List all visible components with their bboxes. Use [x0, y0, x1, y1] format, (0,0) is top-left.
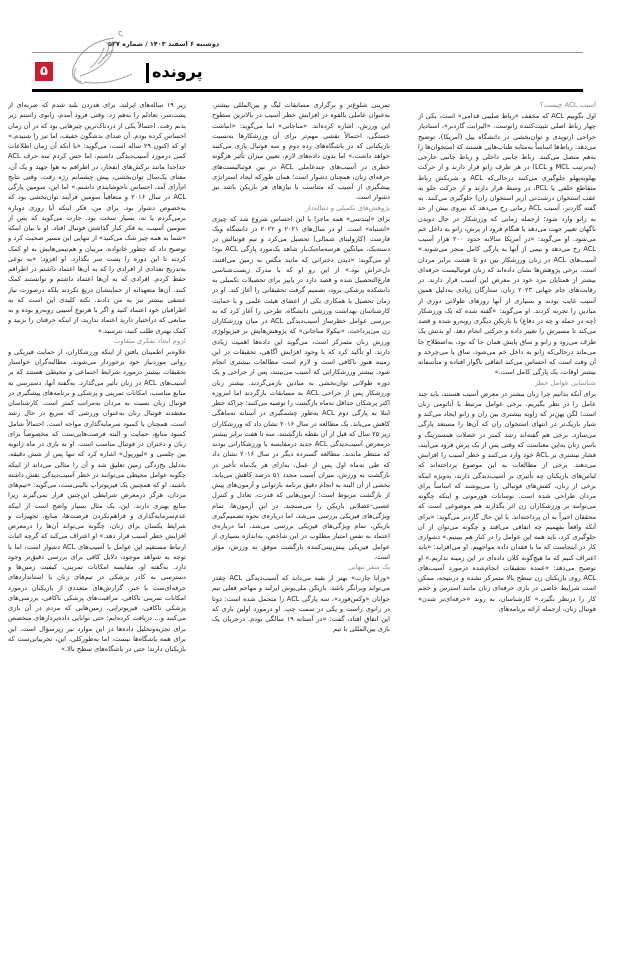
section-title: پرونده	[152, 62, 203, 81]
article-column-1	[418, 100, 596, 950]
calligraphy-logo-icon	[62, 28, 142, 90]
article-column-2	[212, 100, 390, 950]
section-divider-bar	[146, 63, 149, 83]
newspaper-logo	[62, 28, 142, 90]
column-heading: آسیب ACL چیست؟	[539, 101, 596, 109]
page-number-badge: ۵	[35, 62, 53, 81]
paragraph: اول بگوییم ACL که مخفف «رباط صلیبی قدامی» است، یکی از چهار رباط اصلی تثبیت‌کننده زانوست. «الیزابت گاردنر»، استادیار جراحی ارتوپدی و توان‌بخشی در دانشگاه ییل (آمریکا)، توضیح می‌دهد: رباط‌ها اساساً به‌مثابه طناب‌هایی هستند که استخوان‌ها را به‌هم متصل می‌کنند. رباط جانبی داخلی و رباط جانبی خارجی (به‌ترتیب MCL و LCL) در هر طرف زانو قرار دارند و از حرکت پهلوبه‌پهلو جلوگیری می‌کنند درحالی‌که ACL و شریکش رباط متقاطع خلفی یا PCL، در وسط قرار دارند و از حرکت جلو به عقب استخوان درشت‌نی (زیر استخوان ران) جلوگیری می‌کنند. به گفته گاردنر، آسیب ACL زمانی رخ می‌دهد که نیروی بیش از حد به زانو وارد شود؛ ازجمله زمانی که ورزشکار در حال دویدن ناگهان تغییر جهت می‌دهد یا هنگام فرود از پرش، زانو به داخل خم می‌شود. او می‌گوید: «در آمریکا سالانه حدود ۲۰۰ هزار آسیب ACL رخ می‌دهد و نیمی از آنها به پارگی کامل منجر می‌شوند.» آسیب‌های ACL در زنان ورزشکار بین دو تا هشت برابر مردان است. برخی پژوهش‌ها نشان داده‌اند که زنان فوتبالیست حرفه‌ای بیشتر از همتایان مرد خود در معرض این آسیب قرار دارند. در رقابت‌های جام جهانی ۲۰۲۳ زنان، ستارگان زیادی به‌دلیل همین آسیب غایب بودند و بسیاری از آنها روزهای طولانی دوری از میادین را تجربه کردند. او می‌گوید: «گفته شده که یک ورزشکار (چه در حمله و چه در دفاع) با بازیکن دیگری روبه‌رو شده و قصد می‌کند تا مسیرش را تغییر داده و حرکتی انجام دهد. او بدنش یک طرف می‌رود و زانو و ساق پایش همان جا که بود، به‌اصطلاح جا می‌ماند درحالی‌که زانو به داخل خم می‌شود، ساق پا می‌چرخد و آن وقت است که احساس می‌کند اتفاقی ناگوار افتاده و متأسفانه بیشتر اوقات، یک پارگی کامل است.»	[418, 112, 596, 377]
paragraph: برای آنکه بدانیم چرا زنان بیشتر در معرض آسیب هستند، باید چند عامل را در نظر بگیریم. برخی عوامل مرتبط با آناتومی زنان است؛ لگن پهن‌تر که زاویه بیشتری بین ران و زانو ایجاد می‌کند و شیار باریک‌تر در انتهای استخوان ران که آن‌ها را مستعد پارگی می‌سازد. برخی هم گفته‌اند رشد کمتر در عضلات همسترینگ و باسن زنان به‌این معناست که وقتی پس از یک پرش فرود می‌آیند، فشار بیشتری بر ACL خود وارد می‌کنند و خطر آسیب را افزایش می‌دهند. برخی از مطالعات به این موضوع پرداخته‌اند که لباس‌های بازیکنان چه تأثیری بر آسیب‌دیدگی دارند، به‌ویژه اینکه برخی از زنان، کفش‌های فوتبالی را می‌پوشند که اساساً برای مردان طراحی شده است. نوسانات هورمونی و اینکه چگونه می‌توانند بر ورزشکاران زن اثر بگذارند هم موضوعی است که محققان اخیراً به آن پرداخته‌اند. با این حال گاردنر می‌گوید: «برای آنکه واقعاً بفهمیم چه اتفاقی می‌افتد و چگونه می‌توان از آن جلوگیری کرد، باید همه این عوامل را در کنار هم ببینیم.» دشواری کار در اینجاست که ما با فقدان داده مواجهیم. او می‌افزاید: «باید اعتراف کنیم که ما هیچ‌گونه کلان داده‌ای در این زمینه نداریم.» او توضیح می‌دهد: «عمده تحقیقات انجام‌شده درمورد آسیب‌های ACL روی بازیکنان زن سطح بالا متمرکز نشده و درنتیجه، ممکن است شرایط خاصی در بازی حرفه‌ای زنان مانند استرس و حجم کار را درنظر نگیرد.» کارشناسان، به روند «حرفه‌ای‌تر شدن» فوتبال زنان، ازجمله ارائه برنامه‌های	[418, 389, 596, 613]
date-issue: دوشنبه ۶ اسفند ۱۴۰۳ / شماره ۵۲۷	[108, 40, 220, 48]
paragraph: برای «لیندسی» همه ماجرا با این احساس شروع شد که چیزی «اشتباه» است. او در سال‌های ۲۰۲۱ و ۲۰۲۲ در دانشگاه ویک فارست (کارولینای شمالی) تحصیل می‌کرد و تیم فوتبالش در دسته‌یک، میانگین هرسه‌ماه‌یک‌بار شاهد یک‌مورد پارگی ACL بود؛ او می‌گوید: «دیدن دخترانی که مانند مگس به زمین می‌افتند، دل‌خراش بود.» از این رو او که با مدرک زیست‌شناسی فارغ‌التحصیل شده و قصد دارد در پاییز برای تحصیلات تکمیلی به دانشکده پزشکی برود، تصمیم گرفت تحقیقاتی را آغاز کند. او در زمان تحصیل با همکاری یکی از اعضای هیئت علمی و با حمایت کارشناسان بهداشت ورزشی دانشگاه، طرحی را آغاز کرد که به بررسی عوامل خطرساز آسیب‌دیدگی ACL در میان ورزشکاران زن می‌پرداخت. «نیکولا مناجانی» که پژوهش‌هایش بر فیزیولوژی ورزش زنان متمرکز است، می‌گوید این داده‌ها اهمیت زیادی دارند. او تأکید کرد که با وجود افزایش آگاهی، تحقیقات در این زمینه هنوز ناکافی است و لازم است مطالعات بیشتری انجام شود. بیشتر ورزشکارانی که آسیب می‌بینند، پس از جراحی و یک دوره طولانی توان‌بخشی به میادین بازمی‌گردند. بیشتر زنان ورزشکار پس از جراحی ACL به مسابقات بازگردند اما امروزه اکثر پزشکان حداقل نه‌ماه بازگشت را توصیه می‌کنند؛ چراکه خطر ابتلا به پارگی دوم ACL به‌طور چشمگیری در آستانه نه‌ماهگی کاهش می‌یابد. یک مطالعه در سال ۲۰۱۶ نشان داد که ورزشکاران زیر ۲۵ سال که قبل از آن نقطه بازگشتند، سه تا هفت برابر بیشتر درمعرض آسیب‌دیدگی ACL جدید درمقایسه با ورزشکارانی بودند که منتظر ماندند. مطالعه گسترده دیگر در سال ۲۰۱۶ نشان داد که طی نه‌ماه اول پس از عمل، به‌ازای هر یک‌ماه تأخیر در بازگشت به ورزش، میزان آسیب مجدد ۵۱ درصد کاهش می‌یابد. بخشی از آن البته به انجام دقیق برنامه بازتوانی و آزمون‌های پیش از بازگشت مربوط است؛ آزمون‌هایی که قدرت، تعادل و کنترل عصبی-عضلانی بازیکن را می‌سنجند. در این آزمون‌ها، تمام ویژگی‌های فیزیکی بررسی می‌شد، اما درباره‌ی نحوه تصمیم‌گیری بازیکن، تمام ویژگی‌های فیزیکی بررسی می‌شد، اما درباره‌ی اعتماد به نفس امتیاز مطلوب در این شاخص، به‌اندازه بسیاری از عوامل فیزیکی پیش‌بینی‌کننده بازگشت موفق به ورزش، مؤثر است.	[212, 214, 390, 561]
subheading: یک سفر تنهایی	[348, 563, 390, 571]
paragraph: علاوه‌بر اطمینان یافتن از اینکه ورزشکاران، از حمایت فیزیکی و روانی موردنیاز خود برخوردار می‌شوند، مطالبه‌گران خواستار تحقیقات بیشتر درمورد شرایط اجتماعی و محیطی هستند که بر آسیب‌های ACL در زنان تأثیر می‌گذارد. به‌گفته آنها، دسترسی به منابع مناسب، امکانات تمرینی و پزشکی و برنامه‌های پیشگیری در فوتبال زنان نسبت به مردان به‌مراتب کمتر است. کارشناسان معتقدند فوتبال زنان به‌عنوان ورزشی که سریع در حال رشد است، همچنان با کمبود سرمایه‌گذاری مواجه است. احتمالاً شامل کمبود منابع، حمایت و البته فرصت‌هایی‌ست که مخصوصاً برای زنان و دختران در فوتبال مناسب است. او به بازی در ماه ژانویه بین چلسی و «لیورپول» اشاره کرد که تنها پس از شش دقیقه، به‌دلیل یخ‌زدگی زمین تعلیق شد و آن را مثالی می‌داند از اینکه چگونه عوامل محیطی می‌توانند در خطر آسیب‌دیدگی نقش داشته باشند. او که همچنین یک فیزیوتراپ بالینی‌ست، می‌گوید: «تیم‌های مردان، هرگز درمعرض شرایطی این‌چنین قرار نمی‌گیرند زیرا منابع بهتری دارند. این، یک مثال بسیار واضح است از اینکه عدم‌سرمایه‌گذاری و فراهم‌نکردن فرصت‌ها، منابع، تجهیزات و شرایط یکسان برای زنان، چگونه می‌تواند آن‌ها را درمعرض افزایش خطر آسیب قرار دهد.» او اعتراف می‌کند که گرچه اثبات ارتباط مستقیم این عوامل با آسیب‌های ACL دشوار است، اما با توجه به شواهد موجود، دلایل کافی برای بررسی دقیق‌تر وجود دارد. به‌گفته او، مقایسه امکانات تمرینی، کیفیت زمین‌ها و دسترسی به کادر پزشکی در تیم‌های زنان با استانداردهای حرفه‌ای‌ست با خبر. گزارش‌های متعددی از بازیکنان درمورد امکانات تمرینی ناکافی، مراقبت‌های پزشکی ناکافی، بررسی‌های پزشکی ناکافی، فیزیوتراپی، زمین‌هایی که مردم در آن بازی می‌کنند و... دریافت کرده‌ایم؛ حتی توانایی داده‌پردازهای متخصص برای تجزیه‌وتحلیل داده‌ها در این موارد نیز زیرسؤال است. این برای همه باشگاه‌ها نیست، اما به‌طورکلی، این، تجربیاتی‌ست که بازیکنان دارند؛ حتی در باشگاه‌های سطح بالا.»	[8, 347, 186, 653]
subheading: لزوم ایجاد تفکری متفاوت	[113, 336, 186, 345]
paragraph: زیر ۱۹ ساله‌های ایرلند، برای هدزدن بلند شدم که ضربه‌ای از پشت‌سر، تعادلم را به‌هم زد. وقتی فرود آمدم، زانوی راستم زیر بدنم رفت. احتمالاً یکی از دردناک‌ترین چیزهایی بود که در آن زمان احساس کرده بودم. آن صدای بدشگون خفیف، اما تیز را شنیدم.» او که اکنون ۲۹ ساله است، می‌گوید: «با آنکه آن زمان اطلاعات کمی درمورد آسیب‌دیدگی داشتم، اما حس کردم سه حرف ACL جداجدا مانند ترکش‌های انفجار، در اطرافم به هوا جهید و یک آن، معنای یک‌سال توان‌بخشی، پیش چشمانم رژه رفت. وقتی نتایج ام‌آرای آمد، احساس ناخوشایندی داشتم.» اما این، سومین پارگی ACL در سال ۲۰۱۶ و متعاقباً سومین فرآیند توان‌بخشی بود که به‌خصوص دشوار بود. برای من، فکر اینکه آیا روزی دوباره برمی‌گردم یا نه، بسیار سخت بود. جارت می‌گوید که پس از سومین آسیب، به فکر کنار گذاشتن فوتبال افتاد. او با بیان اینکه «شما به همه چیز شک می‌کنید» از تنهایی این مسیر صحبت کرد و توضیح داد که چطور خانواده، مربیان و هم‌تیمی‌هایش به او کمک کردند تا این دوره را پشت سر بگذارد. او افزود: «به نوعی به‌تدریج تعدادی از افرادی را که به آن‌ها اعتماد داشتم در اطرافم حفظ کردم. افرادی که به آن‌ها اعتماد داشتم و توانستند کمک کنند. آن‌ها متعهدانه از حمایتشان دریغ نکردند بلکه درصورت نیاز عشقی بیشتر نیز به من دادند. نکته کلیدی این است که به اطرافیان خود اعتماد کنید و اگر با هرنوع آسیبی روبه‌رو بوده و به منابعی که دراختیار دارید اعتماد ندارید، از اینکه حرفتان را بزنید و کمک بهتری طلب کنید، نترسید.»	[8, 101, 186, 335]
paragraph: تمرینی شلوغ‌تر و برگزاری مسابقات لیگ و بین‌المللی بیشتر، به‌عنوان عاملی بالقوه در افزایش خطر آسیب در بالاترین سطوح این ورزش، اشاره کرده‌اند. «مناجانی» اما می‌گوید: «انباشت خستگی، احتمالاً نقشی مهم‌تر برای آن ورزشکارها به‌نسبت بازیکنانی که در باشگاه‌های رده دوم و سه فوتبال بازی می‌کنند خواهد داشت.» اما بدون داده‌های لازم، تعیین میزان تأثیر هرگونه خطری در آسیب‌های چندعاملی ACL در بین فوتبالیست‌های حرفه‌ای زنان، همچنان دشوار است؛ همان طورکه ایجاد استراتژی پیشگیری از آسیب که متناسب با نیازهای هر بازیکن باشد نیز دشوار است.	[212, 101, 390, 202]
header-thick-rule	[32, 89, 583, 92]
subheading: پژوهش‌های تکمیلی و دنباله‌دار	[305, 203, 390, 212]
article-column-3	[8, 100, 186, 950]
paragraph: «ورانا جارت» بهتر از بقیه می‌داند که آسیب‌دیدگی ACL چقدر می‌تواند ویرانگر باشد. بازیکن ملی‌پوش ایرلند و مهاجم فعلی تیم جوانان «وکس‌فورد»، سه پارگی ACL را متحمل شده است: دوتا در زانوی راست و یکی در سمت چپ. او درمورد اولین باری که این اتفاق افتاد، گفت: «در آستانه ۱۹ سالگی بودم. درجریان یک بازی بین‌المللی با تیم	[212, 574, 390, 634]
subheading: شناسایی عوامل خطر	[534, 378, 596, 387]
